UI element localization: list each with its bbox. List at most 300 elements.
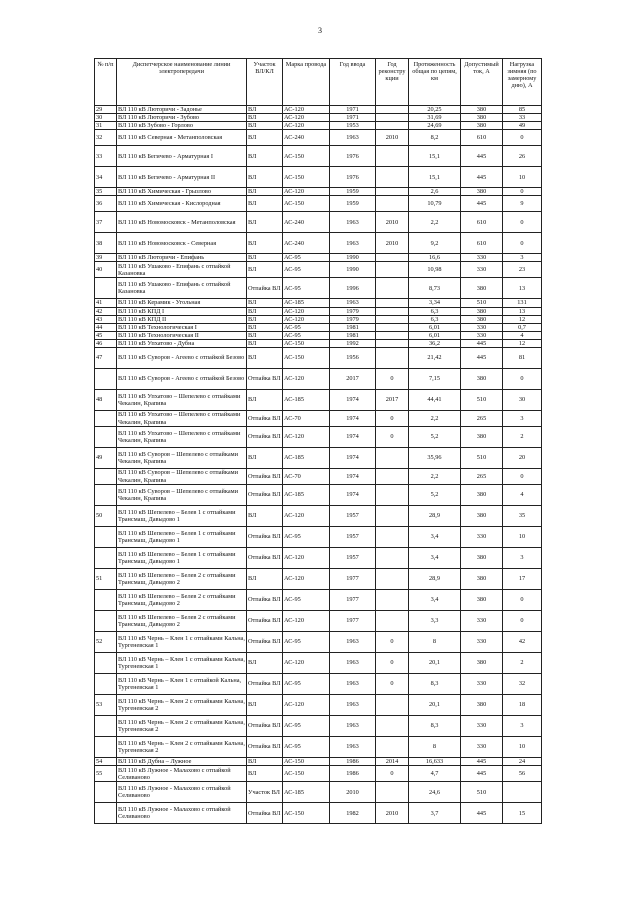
cell-length: 8 (409, 737, 461, 758)
cell-reconstruction (376, 114, 409, 122)
cell-current: 380 (461, 569, 503, 590)
cell-current: 380 (461, 695, 503, 716)
cell-no: 47 (95, 348, 117, 369)
table-row (95, 188, 542, 196)
cell-no: 43 (95, 315, 117, 323)
cell-length: 36,2 (409, 339, 461, 347)
cell-wire: АС-185 (283, 448, 330, 469)
cell-reconstruction (376, 506, 409, 527)
cell-year: 1976 (330, 146, 376, 167)
cell-year: 1982 (330, 803, 376, 824)
cell-section: ВЛ (247, 196, 283, 212)
cell-name: ВЛ 110 кВ Шепелево – Белев 2 с отпайками Трансмаш, Давыдово 2 (117, 590, 247, 611)
cell-load: 0 (503, 611, 542, 632)
cell-no: 29 (95, 106, 117, 114)
cell-no: 33 (95, 146, 117, 167)
cell-name: ВЛ 110 кВ Суворов – Шепелево с отпайками Чекалин, Крапива (117, 485, 247, 506)
table-row (95, 278, 542, 299)
cell-load: 0 (503, 188, 542, 196)
table-row (95, 130, 542, 146)
table-row (95, 315, 542, 323)
cell-name: ВЛ 110 кВ Бегичево - Арматурная II (117, 167, 247, 188)
cell-section: ВЛ (247, 758, 283, 766)
cell-wire: АС-185 (283, 390, 330, 411)
cell-year: 1963 (330, 233, 376, 254)
cell-year: 1976 (330, 167, 376, 188)
cell-year: 1990 (330, 262, 376, 278)
cell-length: 3,34 (409, 299, 461, 307)
cell-name: ВЛ 110 кВ Бегичево - Арматурная I (117, 146, 247, 167)
cell-reconstruction (376, 122, 409, 130)
cell-no: 30 (95, 114, 117, 122)
cell-current: 445 (461, 758, 503, 766)
cell-current: 445 (461, 803, 503, 824)
cell-name: ВЛ 110 кВ Шепелево – Белев 1 с отпайками Трансмаш, Давыдово 1 (117, 506, 247, 527)
cell-length: 8,3 (409, 674, 461, 695)
cell-length: 2,6 (409, 188, 461, 196)
cell-year: 1971 (330, 114, 376, 122)
cell-no (95, 427, 117, 448)
cell-name: ВЛ 110 кВ Лужное - Малахово с отпайкой Селиваново (117, 782, 247, 803)
cell-year: 1963 (330, 716, 376, 737)
cell-wire: АС-95 (283, 254, 330, 262)
cell-no (95, 716, 117, 737)
cell-name: ВЛ 110 кВ Чернь – Клен 1 с отпайками Кальна, Тургеневская 1 (117, 653, 247, 674)
cell-name: ВЛ 110 кВ Керамик - Угольная (117, 299, 247, 307)
cell-load: 18 (503, 695, 542, 716)
table-row (95, 114, 542, 122)
cell-year: 1986 (330, 758, 376, 766)
table-row (95, 167, 542, 188)
cell-current: 380 (461, 188, 503, 196)
cell-name: ВЛ 110 кВ Чернь – Клен 2 с отпайками Кальна, Тургеневская 2 (117, 737, 247, 758)
cell-length: 28,9 (409, 569, 461, 590)
cell-name: ВЛ 110 кВ Упхатово - Дубна (117, 339, 247, 347)
cell-reconstruction: 0 (376, 766, 409, 782)
cell-wire: АС-120 (283, 569, 330, 590)
cell-wire: АС-120 (283, 114, 330, 122)
cell-length: 6,01 (409, 323, 461, 331)
cell-reconstruction: 0 (376, 427, 409, 448)
cell-name: ВЛ 110 кВ Шепелево – Белев 1 с отпайками Трансмаш, Давыдово 1 (117, 548, 247, 569)
cell-current: 330 (461, 254, 503, 262)
cell-wire: АС-120 (283, 695, 330, 716)
cell-length: 3,4 (409, 527, 461, 548)
cell-load: 13 (503, 307, 542, 315)
cell-length: 20,1 (409, 653, 461, 674)
cell-year: 1959 (330, 196, 376, 212)
cell-name: ВЛ 110 кВ Химическая - Грызлово (117, 188, 247, 196)
cell-section: ВЛ (247, 339, 283, 347)
cell-name: ВЛ 110 кВ Северная - Метанполовская (117, 130, 247, 146)
table-row (95, 411, 542, 427)
cell-section: ВЛ (247, 130, 283, 146)
cell-section: Отпайка ВЛ (247, 716, 283, 737)
cell-no (95, 803, 117, 824)
cell-section: ВЛ (247, 122, 283, 130)
cell-length: 3,7 (409, 803, 461, 824)
cell-current: 510 (461, 448, 503, 469)
cell-reconstruction (376, 469, 409, 485)
cell-year: 1974 (330, 411, 376, 427)
cell-no: 39 (95, 254, 117, 262)
cell-wire: АС-185 (283, 782, 330, 803)
cell-load: 10 (503, 527, 542, 548)
header-wire: Марка провода (283, 59, 330, 106)
cell-reconstruction: 0 (376, 632, 409, 653)
cell-name: ВЛ 110 кВ Упхатово – Шепелево с отпайками Чекалин, Крапива (117, 411, 247, 427)
table-row (95, 590, 542, 611)
cell-section: ВЛ (247, 331, 283, 339)
table-row (95, 569, 542, 590)
cell-wire: АС-120 (283, 653, 330, 674)
cell-wire: АС-70 (283, 469, 330, 485)
cell-name: ВЛ 110 кВ Чернь – Клен 2 с отпайками Кальна, Тургеневская 2 (117, 695, 247, 716)
cell-no: 49 (95, 448, 117, 469)
cell-no: 44 (95, 323, 117, 331)
cell-name: ВЛ 110 кВ Дубна – Лужное (117, 758, 247, 766)
table-row (95, 262, 542, 278)
cell-load (503, 782, 542, 803)
header-current: Допустимый ток, А (461, 59, 503, 106)
cell-current: 380 (461, 278, 503, 299)
cell-name: ВЛ 110 кВ КПД I (117, 307, 247, 315)
cell-reconstruction (376, 339, 409, 347)
cell-reconstruction (376, 716, 409, 737)
cell-current: 510 (461, 390, 503, 411)
cell-reconstruction (376, 299, 409, 307)
cell-current: 330 (461, 674, 503, 695)
cell-current: 445 (461, 196, 503, 212)
cell-reconstruction (376, 196, 409, 212)
cell-section: Отпайка ВЛ (247, 803, 283, 824)
cell-reconstruction: 0 (376, 653, 409, 674)
cell-no (95, 611, 117, 632)
cell-current: 330 (461, 611, 503, 632)
cell-wire: АС-120 (283, 188, 330, 196)
cell-length: 9,2 (409, 233, 461, 254)
cell-year: 1979 (330, 307, 376, 315)
header-load: Нагрузка зимняя (по замерному дню), А (503, 59, 542, 106)
cell-name: ВЛ 110 кВ Люторичи - Епифань (117, 254, 247, 262)
cell-section: ВЛ (247, 262, 283, 278)
cell-name: ВЛ 110 кВ Чернь – Клен 1 с отпайками Кальна, Тургеневская 1 (117, 632, 247, 653)
cell-year: 1974 (330, 448, 376, 469)
cell-name: ВЛ 110 кВ Лужное - Малахово с отпайкой Селиваново (117, 766, 247, 782)
cell-no: 53 (95, 695, 117, 716)
cell-current: 445 (461, 146, 503, 167)
cell-section: ВЛ (247, 188, 283, 196)
cell-section: ВЛ (247, 106, 283, 114)
table-row (95, 548, 542, 569)
cell-load: 23 (503, 262, 542, 278)
cell-reconstruction (376, 527, 409, 548)
cell-current: 265 (461, 469, 503, 485)
table-row (95, 196, 542, 212)
cell-length: 4,7 (409, 766, 461, 782)
table-row (95, 299, 542, 307)
cell-wire: АС-120 (283, 106, 330, 114)
cell-no: 55 (95, 766, 117, 782)
cell-length: 8 (409, 632, 461, 653)
cell-section: ВЛ (247, 299, 283, 307)
cell-current: 330 (461, 632, 503, 653)
cell-name: ВЛ 110 кВ Технологическая II (117, 331, 247, 339)
cell-wire: АС-95 (283, 278, 330, 299)
table-row (95, 427, 542, 448)
cell-current: 380 (461, 427, 503, 448)
cell-current: 510 (461, 299, 503, 307)
cell-current: 610 (461, 212, 503, 233)
cell-no (95, 469, 117, 485)
cell-year: 1963 (330, 695, 376, 716)
cell-load: 35 (503, 506, 542, 527)
cell-section: Участок ВЛ (247, 782, 283, 803)
cell-name: ВЛ 110 кВ Шепелево – Белев 2 с отпайками Трансмаш, Давыдово 2 (117, 611, 247, 632)
cell-section: ВЛ (247, 323, 283, 331)
cell-no: 40 (95, 262, 117, 278)
cell-year: 1977 (330, 611, 376, 632)
cell-section: ВЛ (247, 212, 283, 233)
table-row (95, 737, 542, 758)
cell-section: Отпайка ВЛ (247, 590, 283, 611)
cell-no (95, 369, 117, 390)
cell-section: Отпайка ВЛ (247, 611, 283, 632)
cell-length: 15,1 (409, 167, 461, 188)
cell-year: 1963 (330, 632, 376, 653)
cell-reconstruction (376, 448, 409, 469)
cell-wire: АС-150 (283, 167, 330, 188)
cell-current: 380 (461, 485, 503, 506)
cell-load: 13 (503, 278, 542, 299)
cell-year: 1974 (330, 427, 376, 448)
cell-section: Отпайка ВЛ (247, 632, 283, 653)
cell-load: 3 (503, 716, 542, 737)
cell-load: 30 (503, 390, 542, 411)
cell-reconstruction (376, 106, 409, 114)
cell-no: 32 (95, 130, 117, 146)
cell-length: 5,2 (409, 427, 461, 448)
cell-wire: АС-120 (283, 427, 330, 448)
cell-no: 45 (95, 331, 117, 339)
cell-load: 131 (503, 299, 542, 307)
cell-name: ВЛ 110 кВ Лужное - Малахово с отпайкой Селиваново (117, 803, 247, 824)
cell-current: 380 (461, 653, 503, 674)
cell-wire: АС-185 (283, 485, 330, 506)
cell-length: 20,25 (409, 106, 461, 114)
cell-year: 1957 (330, 548, 376, 569)
cell-current: 380 (461, 315, 503, 323)
cell-load: 32 (503, 674, 542, 695)
cell-current: 380 (461, 506, 503, 527)
table-row (95, 766, 542, 782)
cell-reconstruction (376, 307, 409, 315)
cell-current: 380 (461, 122, 503, 130)
header-length: Протяженность общая по цепям, км (409, 59, 461, 106)
cell-name: ВЛ 110 кВ Шепелево – Белев 1 с отпайками Трансмаш, Давыдово 1 (117, 527, 247, 548)
cell-load: 4 (503, 485, 542, 506)
table-row (95, 674, 542, 695)
table-row (95, 307, 542, 315)
cell-wire: АС-95 (283, 632, 330, 653)
cell-wire: АС-95 (283, 716, 330, 737)
cell-year: 1963 (330, 299, 376, 307)
cell-year: 1963 (330, 653, 376, 674)
cell-length: 2,2 (409, 212, 461, 233)
cell-section: ВЛ (247, 146, 283, 167)
cell-reconstruction (376, 737, 409, 758)
cell-current: 380 (461, 548, 503, 569)
cell-year: 1979 (330, 315, 376, 323)
cell-reconstruction: 0 (376, 369, 409, 390)
cell-reconstruction (376, 167, 409, 188)
cell-reconstruction: 2017 (376, 390, 409, 411)
cell-length: 7,15 (409, 369, 461, 390)
table-row (95, 485, 542, 506)
cell-length: 6,01 (409, 331, 461, 339)
cell-current: 445 (461, 167, 503, 188)
cell-length: 8,73 (409, 278, 461, 299)
cell-reconstruction (376, 323, 409, 331)
cell-length: 6,3 (409, 307, 461, 315)
cell-length: 24,6 (409, 782, 461, 803)
cell-name: ВЛ 110 кВ Технологическая I (117, 323, 247, 331)
cell-year: 1957 (330, 506, 376, 527)
header-year: Год ввода (330, 59, 376, 106)
header-name: Диспетчерское наименование линии электропередачи (117, 59, 247, 106)
cell-no: 42 (95, 307, 117, 315)
cell-load: 0 (503, 130, 542, 146)
cell-name: ВЛ 110 кВ Суворов – Шепелево с отпайками Чекалин, Крапива (117, 469, 247, 485)
cell-load: 2 (503, 653, 542, 674)
cell-year: 1959 (330, 188, 376, 196)
cell-length: 5,2 (409, 485, 461, 506)
cell-current: 380 (461, 114, 503, 122)
page-number: 3 (318, 26, 322, 35)
cell-section: ВЛ (247, 315, 283, 323)
cell-load: 3 (503, 411, 542, 427)
cell-wire: АС-150 (283, 766, 330, 782)
table-row (95, 348, 542, 369)
cell-current: 445 (461, 339, 503, 347)
cell-length: 24,69 (409, 122, 461, 130)
cell-current: 330 (461, 323, 503, 331)
cell-length: 20,1 (409, 695, 461, 716)
table-row (95, 611, 542, 632)
cell-no: 38 (95, 233, 117, 254)
cell-wire: АС-120 (283, 122, 330, 130)
cell-name: ВЛ 110 кВ Суворов – Шепелево с отпайками Чекалин, Крапива (117, 448, 247, 469)
cell-current: 265 (461, 411, 503, 427)
cell-length: 3,4 (409, 590, 461, 611)
table-row (95, 506, 542, 527)
cell-section: Отпайка ВЛ (247, 674, 283, 695)
cell-reconstruction: 0 (376, 674, 409, 695)
cell-wire: АС-120 (283, 307, 330, 315)
cell-wire: АС-150 (283, 146, 330, 167)
header-section: Участок ВЛ/КЛ (247, 59, 283, 106)
cell-length: 3,3 (409, 611, 461, 632)
table-row (95, 339, 542, 347)
cell-length: 8,3 (409, 716, 461, 737)
cell-reconstruction (376, 348, 409, 369)
table-row (95, 803, 542, 824)
cell-no: 52 (95, 632, 117, 653)
cell-reconstruction (376, 262, 409, 278)
cell-wire: АС-240 (283, 233, 330, 254)
cell-reconstruction (376, 782, 409, 803)
cell-current: 380 (461, 369, 503, 390)
cell-load: 26 (503, 146, 542, 167)
cell-wire: АС-95 (283, 262, 330, 278)
cell-year: 1953 (330, 122, 376, 130)
cell-section: ВЛ (247, 167, 283, 188)
cell-section: ВЛ (247, 114, 283, 122)
cell-reconstruction: 2010 (376, 803, 409, 824)
cell-reconstruction (376, 695, 409, 716)
cell-wire: АС-150 (283, 196, 330, 212)
cell-reconstruction (376, 611, 409, 632)
cell-year: 1974 (330, 469, 376, 485)
cell-load: 56 (503, 766, 542, 782)
table-row (95, 254, 542, 262)
cell-section: ВЛ (247, 390, 283, 411)
cell-wire: АС-95 (283, 323, 330, 331)
table-row (95, 527, 542, 548)
cell-reconstruction: 2014 (376, 758, 409, 766)
cell-load: 10 (503, 167, 542, 188)
table-row (95, 323, 542, 331)
cell-load: 0 (503, 590, 542, 611)
cell-reconstruction (376, 590, 409, 611)
cell-no (95, 485, 117, 506)
cell-wire: АС-95 (283, 590, 330, 611)
table-row (95, 758, 542, 766)
cell-reconstruction (376, 331, 409, 339)
cell-year: 2010 (330, 782, 376, 803)
cell-name: ВЛ 110 кВ Шепелево – Белев 2 с отпайками Трансмаш, Давыдово 2 (117, 569, 247, 590)
cell-section: ВЛ (247, 695, 283, 716)
cell-section: Отпайка ВЛ (247, 548, 283, 569)
cell-year: 1986 (330, 766, 376, 782)
cell-load: 33 (503, 114, 542, 122)
cell-name: ВЛ 110 кВ Люторичи - Зубово (117, 114, 247, 122)
cell-year: 1974 (330, 390, 376, 411)
cell-no (95, 590, 117, 611)
cell-length: 16,633 (409, 758, 461, 766)
cell-current: 510 (461, 782, 503, 803)
cell-load: 12 (503, 315, 542, 323)
cell-load: 49 (503, 122, 542, 130)
cell-year: 1974 (330, 485, 376, 506)
cell-name: ВЛ 110 кВ Зубово - Горлово (117, 122, 247, 130)
cell-length: 10,98 (409, 262, 461, 278)
cell-year: 1956 (330, 348, 376, 369)
header-reconstruction: Год реконструкции (376, 59, 409, 106)
cell-section: Отпайка ВЛ (247, 369, 283, 390)
cell-reconstruction (376, 278, 409, 299)
cell-section: Отпайка ВЛ (247, 737, 283, 758)
cell-no (95, 674, 117, 695)
cell-year: 1971 (330, 106, 376, 114)
table-row (95, 122, 542, 130)
cell-length: 31,69 (409, 114, 461, 122)
cell-length: 28,9 (409, 506, 461, 527)
cell-no (95, 527, 117, 548)
cell-reconstruction (376, 485, 409, 506)
cell-wire: АС-150 (283, 348, 330, 369)
cell-name: ВЛ 110 кВ Ушаково - Епифань с отпайкой Казановка (117, 278, 247, 299)
